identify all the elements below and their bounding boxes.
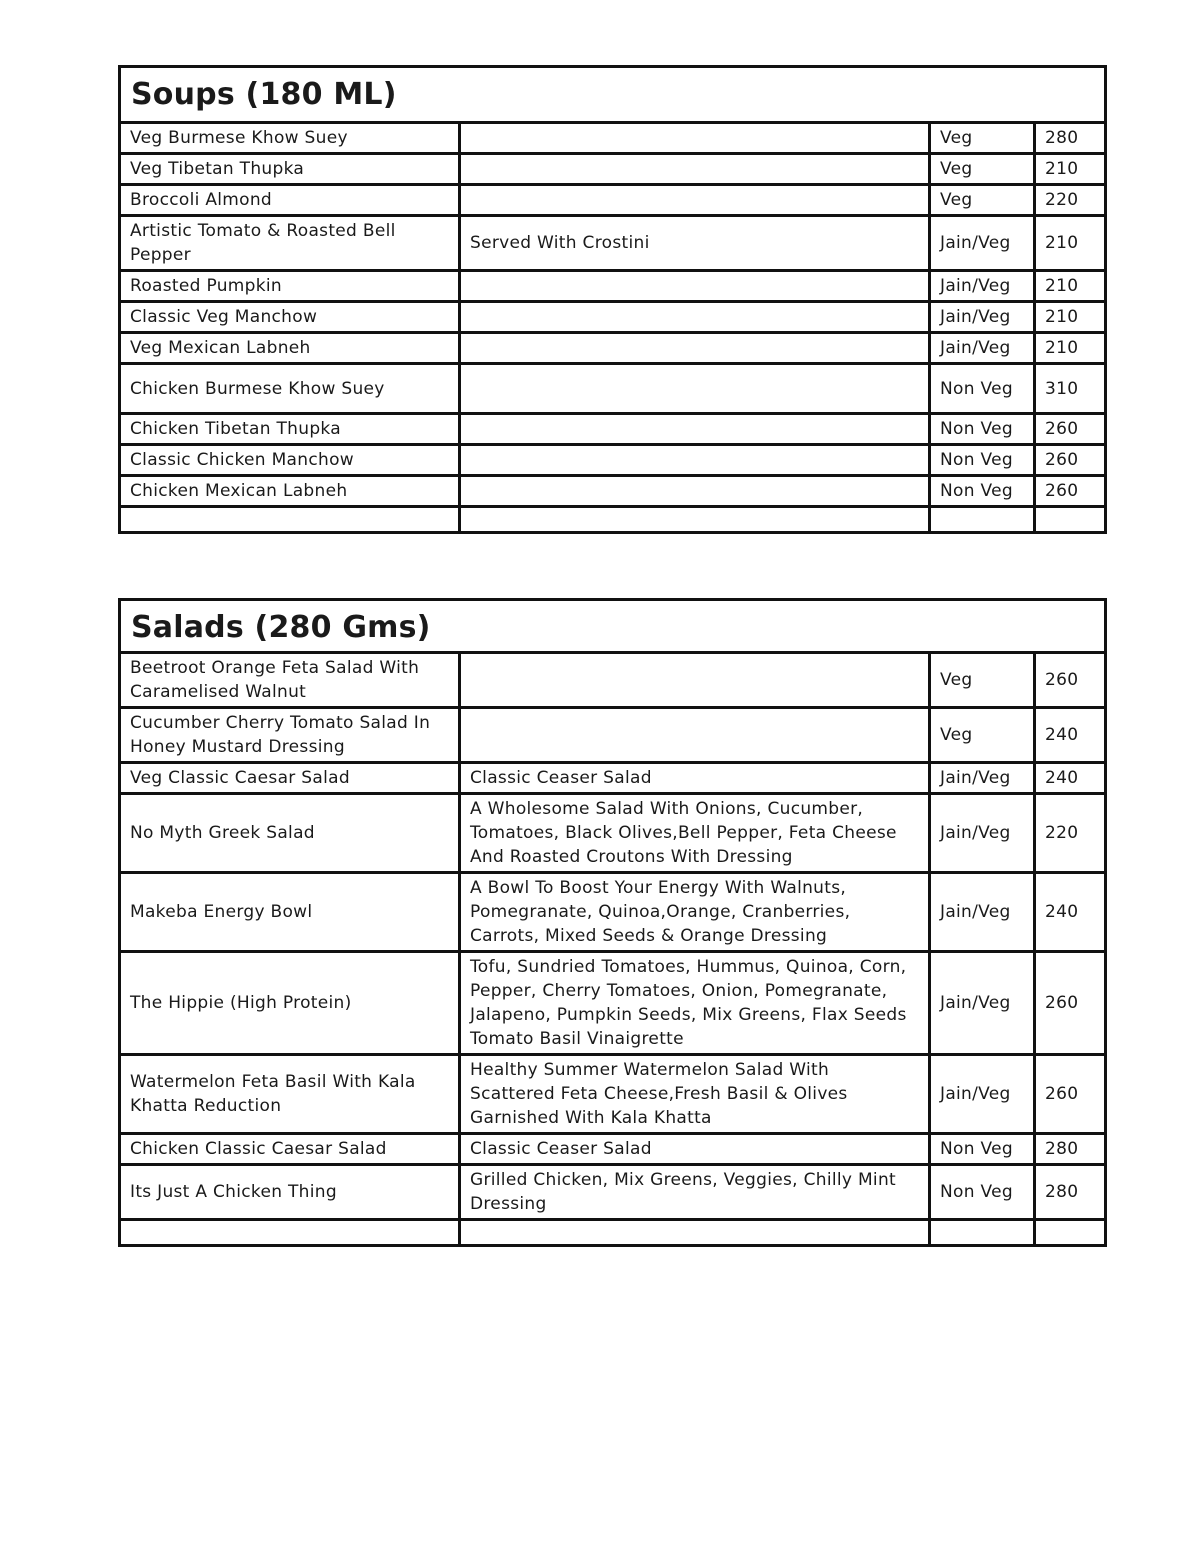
- table-row: [120, 185, 1106, 216]
- item-type: Veg: [930, 653, 1035, 708]
- item-description: [460, 302, 930, 333]
- table-row: [120, 216, 1106, 271]
- table-row: [120, 271, 1106, 302]
- item-description: [460, 653, 930, 708]
- item-price: 280: [1035, 1134, 1106, 1165]
- item-price: 240: [1035, 873, 1106, 952]
- item-name: Artistic Tomato & Roasted Bell Pepper: [120, 216, 460, 271]
- item-description: [460, 185, 930, 216]
- item-name: Beetroot Orange Feta Salad With Caramelised Walnut: [120, 653, 460, 708]
- item-type: [930, 1220, 1035, 1246]
- item-description: Classic Ceaser Salad: [460, 763, 930, 794]
- item-price: [1035, 507, 1106, 533]
- item-name: No Myth Greek Salad: [120, 794, 460, 873]
- item-description: [460, 154, 930, 185]
- soups-menu-table: [118, 65, 1107, 534]
- item-price: 210: [1035, 333, 1106, 364]
- item-type: Jain/Veg: [930, 794, 1035, 873]
- table-row: [120, 1134, 1106, 1165]
- item-price: 280: [1035, 1165, 1106, 1220]
- item-type: Jain/Veg: [930, 763, 1035, 794]
- table-row: [120, 476, 1106, 507]
- item-name: Veg Classic Caesar Salad: [120, 763, 460, 794]
- item-price: 280: [1035, 123, 1106, 154]
- item-description: Healthy Summer Watermelon Salad With Scattered Feta Cheese,Fresh Basil & Olives Garnished With Kala Khatta: [460, 1055, 930, 1134]
- item-name: Veg Mexican Labneh: [120, 333, 460, 364]
- item-name: The Hippie (High Protein): [120, 952, 460, 1055]
- item-name: [120, 1220, 460, 1246]
- table-row: [120, 302, 1106, 333]
- item-description: [460, 507, 930, 533]
- table-row: [120, 763, 1106, 794]
- item-name: Watermelon Feta Basil With Kala Khatta Reduction: [120, 1055, 460, 1134]
- item-description: Tofu, Sundried Tomatoes, Hummus, Quinoa, Corn, Pepper, Cherry Tomatoes, Onion, Pomegranate, Jalapeno, Pumpkin Seeds, Mix Greens, Flax Seeds Tomato Basil Vinaigrette: [460, 952, 930, 1055]
- item-price: 210: [1035, 302, 1106, 333]
- table-row: [120, 873, 1106, 952]
- item-price: 240: [1035, 708, 1106, 763]
- table-row: [120, 708, 1106, 763]
- item-type: Jain/Veg: [930, 216, 1035, 271]
- item-name: Veg Tibetan Thupka: [120, 154, 460, 185]
- item-name: Chicken Classic Caesar Salad: [120, 1134, 460, 1165]
- item-price: 260: [1035, 414, 1106, 445]
- item-name: Makeba Energy Bowl: [120, 873, 460, 952]
- soups-title-row: [120, 67, 1106, 123]
- table-row-empty: [120, 1220, 1106, 1246]
- item-type: Non Veg: [930, 414, 1035, 445]
- item-description: [460, 271, 930, 302]
- item-description: [460, 414, 930, 445]
- item-description: Classic Ceaser Salad: [460, 1134, 930, 1165]
- item-name: Classic Veg Manchow: [120, 302, 460, 333]
- table-row: [120, 1165, 1106, 1220]
- item-price: 220: [1035, 794, 1106, 873]
- table-row: [120, 1055, 1106, 1134]
- salads-section-title: Salads (280 Gms): [120, 600, 1106, 653]
- item-price: 260: [1035, 952, 1106, 1055]
- item-type: Veg: [930, 123, 1035, 154]
- item-description: [460, 708, 930, 763]
- item-type: Veg: [930, 185, 1035, 216]
- item-type: Veg: [930, 708, 1035, 763]
- item-name: Its Just A Chicken Thing: [120, 1165, 460, 1220]
- item-description: A Wholesome Salad With Onions, Cucumber, Tomatoes, Black Olives,Bell Pepper, Feta Cheese And Roasted Croutons With Dressing: [460, 794, 930, 873]
- item-price: 260: [1035, 445, 1106, 476]
- item-name: Veg Burmese Khow Suey: [120, 123, 460, 154]
- table-row: [120, 154, 1106, 185]
- item-description: [460, 364, 930, 414]
- soups-section-title: Soups (180 ML): [120, 67, 1106, 123]
- item-description: [460, 445, 930, 476]
- item-name: Broccoli Almond: [120, 185, 460, 216]
- item-type: Jain/Veg: [930, 333, 1035, 364]
- item-type: [930, 507, 1035, 533]
- item-name: Cucumber Cherry Tomato Salad In Honey Mustard Dressing: [120, 708, 460, 763]
- item-description: [460, 333, 930, 364]
- item-name: Chicken Mexican Labneh: [120, 476, 460, 507]
- item-description: [460, 123, 930, 154]
- item-price: 310: [1035, 364, 1106, 414]
- item-name: [120, 507, 460, 533]
- item-price: 220: [1035, 185, 1106, 216]
- item-type: Jain/Veg: [930, 302, 1035, 333]
- item-description: A Bowl To Boost Your Energy With Walnuts, Pomegranate, Quinoa,Orange, Cranberries, Carrots, Mixed Seeds & Orange Dressing: [460, 873, 930, 952]
- table-row: [120, 952, 1106, 1055]
- item-name: Chicken Burmese Khow Suey: [120, 364, 460, 414]
- item-description: [460, 1220, 930, 1246]
- salads-menu-table: [118, 598, 1107, 1247]
- item-type: Jain/Veg: [930, 1055, 1035, 1134]
- item-type: Veg: [930, 154, 1035, 185]
- item-type: Non Veg: [930, 445, 1035, 476]
- table-row: [120, 333, 1106, 364]
- table-row: [120, 445, 1106, 476]
- item-type: Jain/Veg: [930, 271, 1035, 302]
- item-name: Roasted Pumpkin: [120, 271, 460, 302]
- item-type: Non Veg: [930, 364, 1035, 414]
- item-price: 240: [1035, 763, 1106, 794]
- item-type: Non Veg: [930, 476, 1035, 507]
- table-row: [120, 794, 1106, 873]
- item-type: Non Veg: [930, 1134, 1035, 1165]
- item-price: 210: [1035, 216, 1106, 271]
- item-name: Classic Chicken Manchow: [120, 445, 460, 476]
- table-row: [120, 123, 1106, 154]
- table-row: [120, 414, 1106, 445]
- item-description: Served With Crostini: [460, 216, 930, 271]
- table-row: [120, 653, 1106, 708]
- item-price: 260: [1035, 1055, 1106, 1134]
- table-row: [120, 364, 1106, 414]
- item-price: 210: [1035, 154, 1106, 185]
- item-price: 210: [1035, 271, 1106, 302]
- item-name: Chicken Tibetan Thupka: [120, 414, 460, 445]
- table-row-empty: [120, 507, 1106, 533]
- item-description: Grilled Chicken, Mix Greens, Veggies, Chilly Mint Dressing: [460, 1165, 930, 1220]
- item-type: Jain/Veg: [930, 952, 1035, 1055]
- item-price: 260: [1035, 476, 1106, 507]
- item-description: [460, 476, 930, 507]
- salads-title-row: [120, 600, 1106, 653]
- item-price: 260: [1035, 653, 1106, 708]
- item-type: Jain/Veg: [930, 873, 1035, 952]
- item-price: [1035, 1220, 1106, 1246]
- item-type: Non Veg: [930, 1165, 1035, 1220]
